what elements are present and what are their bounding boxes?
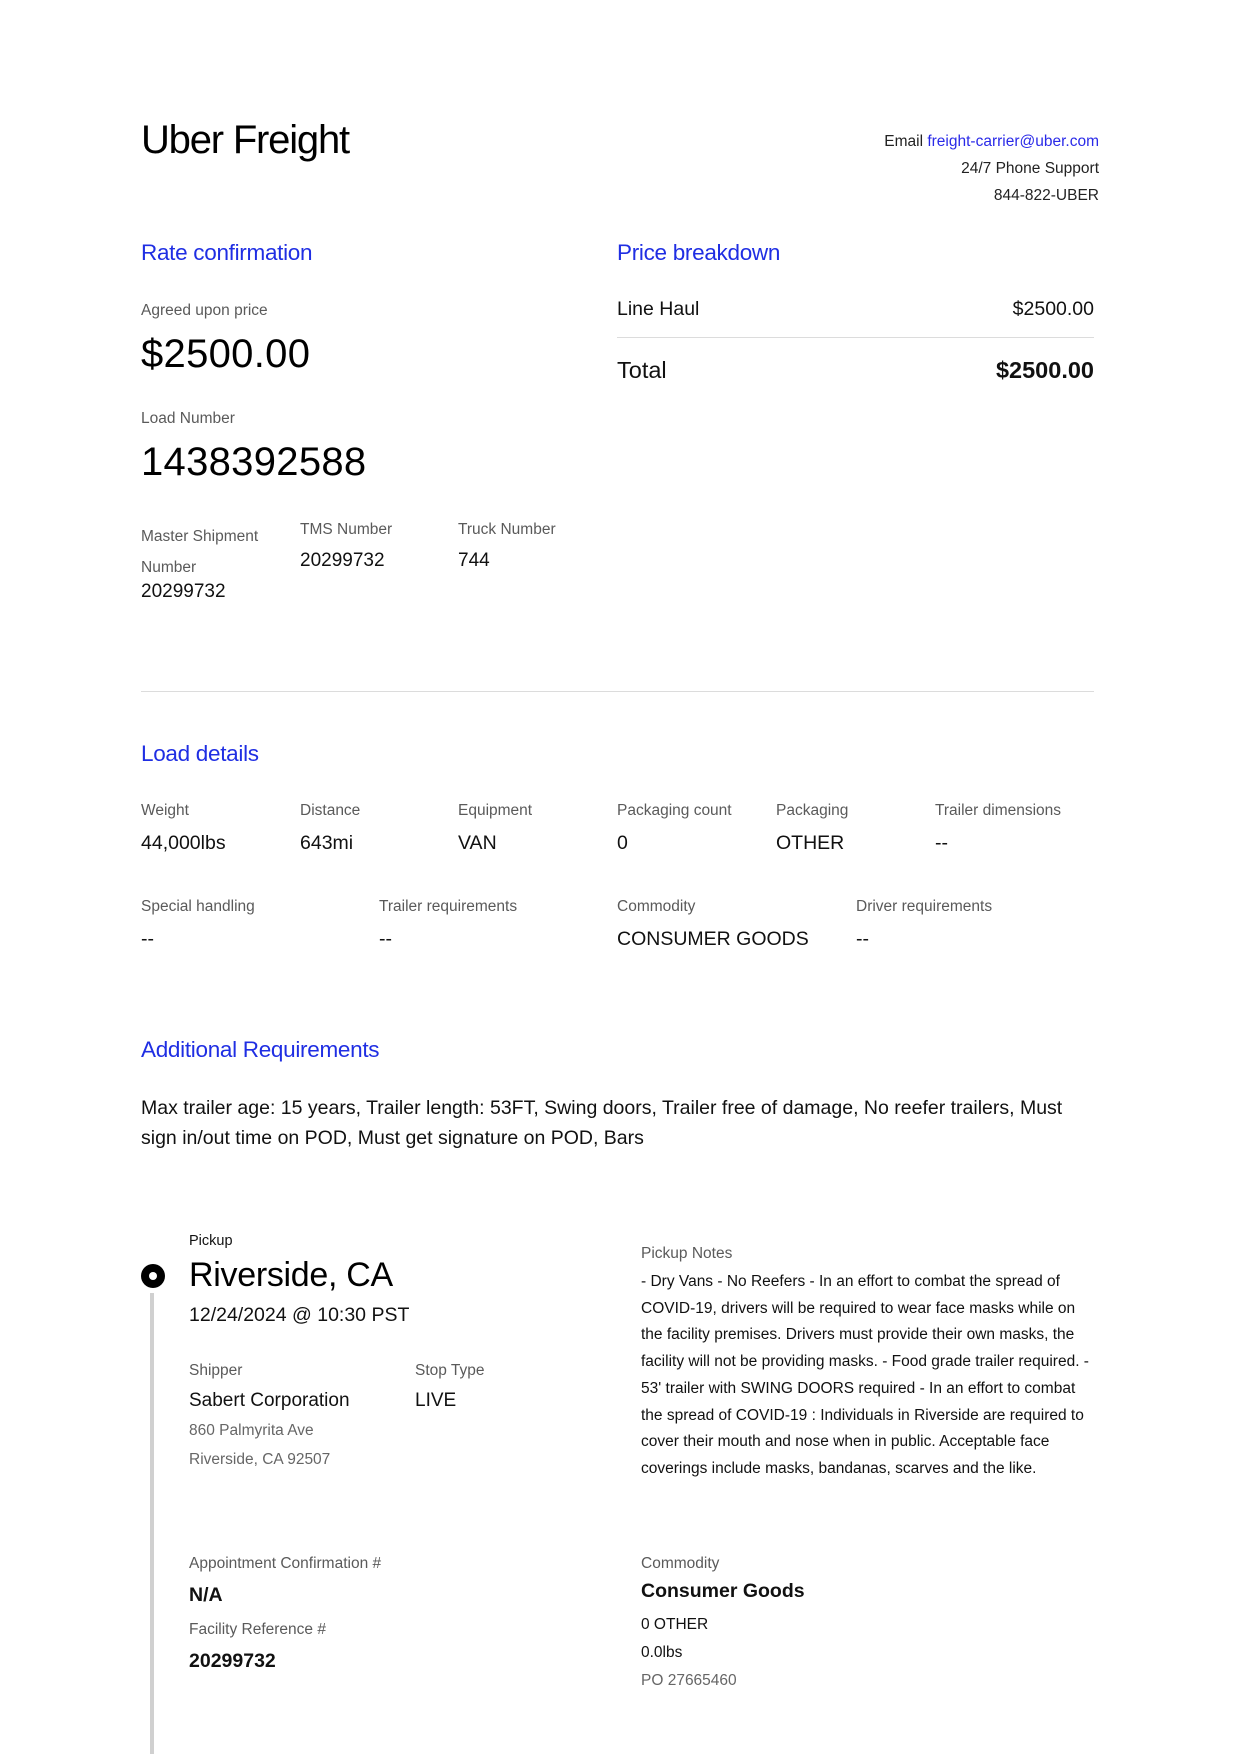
stop-type-heading: Pickup — [189, 1233, 233, 1249]
total-row — [617, 357, 1094, 384]
uber-freight-logo: Uber Freight — [141, 118, 349, 162]
commodity-label: Commodity — [641, 1555, 720, 1572]
facility-reference-value: 20299732 — [189, 1650, 276, 1672]
commodity-name: Consumer Goods — [641, 1580, 805, 1602]
email-line — [884, 128, 1099, 155]
shipper-address-line1: 860 Palmyrita Ave — [189, 1422, 314, 1439]
facility-reference-label: Facility Reference # — [189, 1621, 326, 1638]
load-detail-equipment: Equipment VAN — [458, 802, 533, 854]
commodity-packaging: 0 OTHER — [641, 1616, 709, 1633]
truck-number-label: Truck Number — [458, 521, 556, 538]
load-detail-trailer-dimensions: Trailer dimensions -- — [935, 802, 1062, 854]
additional-requirements-text: Max trailer age: 15 years, Trailer length: 53FT, Swing doors, Trailer free of damage, No reefer trailers, Must sign in/out time on POD, Must get signature on POD, Bars — [141, 1097, 1063, 1149]
phone-number: 844-822-UBER — [993, 187, 1099, 204]
load-detail-packaging: Packaging OTHER — [776, 802, 849, 854]
agreed-price-label: Agreed upon price — [141, 302, 268, 319]
tms-number-value: 20299732 — [300, 550, 385, 571]
price-breakdown-title: Price breakdown — [617, 240, 781, 265]
pickup-notes-label: Pickup Notes — [641, 1245, 733, 1262]
total-amount: $2500.00 — [995, 357, 1094, 383]
load-detail-distance: Distance 643mi — [300, 802, 361, 854]
load-detail-driver-requirements: Driver requirements -- — [856, 898, 993, 950]
timeline-line — [150, 1293, 154, 1754]
shipper-name: Sabert Corporation — [189, 1390, 350, 1411]
line-haul-label: Line Haul — [617, 298, 700, 320]
load-detail-special-handling: Special handling -- — [141, 898, 255, 950]
load-detail-commodity: Commodity CONSUMER GOODS — [617, 898, 809, 950]
load-detail-trailer-requirements: Trailer requirements -- — [379, 898, 518, 950]
pickup-city: Riverside, CA — [189, 1256, 393, 1294]
additional-requirements-title: Additional Requirements — [141, 1037, 380, 1062]
commodity-po: PO 27665460 — [641, 1672, 737, 1689]
pickup-datetime: 12/24/2024 @ 10:30 PST — [189, 1304, 410, 1326]
agreed-price-value: $2500.00 — [141, 332, 311, 376]
line-haul-row — [617, 298, 1094, 321]
total-label: Total — [617, 357, 667, 383]
appointment-confirmation-value: N/A — [189, 1584, 223, 1606]
rate-confirmation-title: Rate confirmation — [141, 240, 313, 265]
stop-type-label: Stop Type — [415, 1362, 485, 1379]
price-divider — [617, 337, 1094, 338]
phone-support-label: 24/7 Phone Support — [961, 160, 1099, 177]
load-number-value: 1438392588 — [141, 440, 367, 484]
shipper-address-line2: Riverside, CA 92507 — [189, 1451, 331, 1468]
stop-type-value: LIVE — [415, 1390, 457, 1411]
load-number-label: Load Number — [141, 410, 235, 427]
email-label: Email — [884, 133, 924, 150]
pickup-notes-text: - Dry Vans - No Reefers - In an effort to combat the spread of COVID-19, drivers will be required to wear face masks while on the facility premises. Drivers must provide their own masks, the facility will not be providing masks. - Food grade trailer required. - 53' trailer with SWING DOORS required - In an effort to combat the spread of COVID-19 : Individuals in Riverside are required to cover their mouth and nose when in public. Acceptable face coverings include masks, bandanas, scarves and the like. — [641, 1273, 1089, 1477]
contact-info — [884, 128, 1099, 209]
appointment-confirmation-label: Appointment Confirmation # — [189, 1555, 382, 1572]
email-link[interactable]: freight-carrier@uber.com — [927, 133, 1099, 150]
master-shipment-label: Master Shipment Number — [141, 528, 259, 576]
section-divider — [141, 691, 1094, 692]
timeline-stop-icon — [141, 1264, 165, 1288]
load-details-title: Load details — [141, 741, 259, 766]
master-shipment-value: 20299732 — [141, 581, 226, 602]
line-haul-amount: $2500.00 — [1012, 298, 1094, 320]
load-detail-packaging-count: Packaging count 0 — [617, 802, 732, 854]
truck-number-value: 744 — [458, 550, 490, 571]
load-detail-weight: Weight 44,000lbs — [141, 802, 226, 854]
commodity-weight: 0.0lbs — [641, 1644, 683, 1661]
tms-number-label: TMS Number — [300, 521, 393, 538]
shipper-label: Shipper — [189, 1362, 243, 1379]
